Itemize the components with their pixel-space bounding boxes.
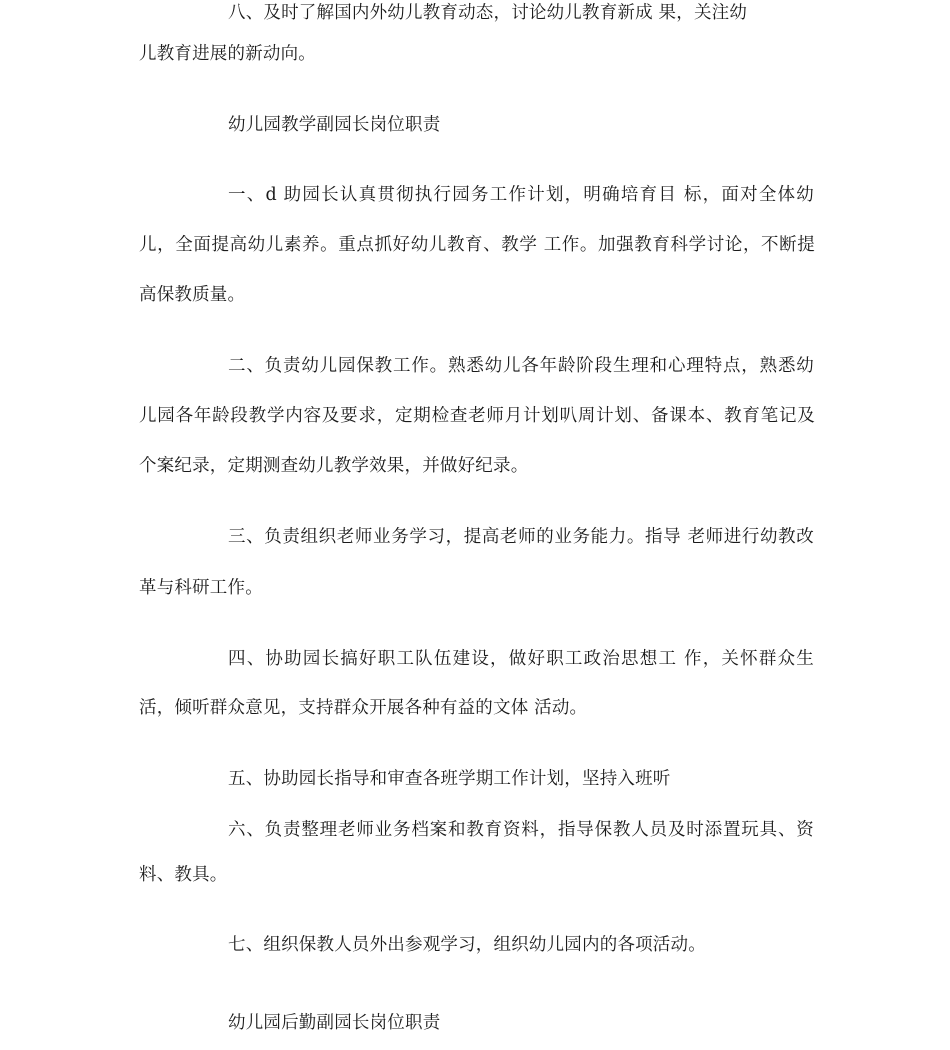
paragraph-2-line-2: 儿园各年龄段教学内容及要求，定期检查老师月计划叭周计划、备课本、教育笔记及 [139,406,815,426]
paragraph-3-line-1: 三、负责组织老师业务学习，提高老师的业务能力。指导 老师进行幼教改 [228,527,814,547]
section-heading-logistics-vice-principal: 幼儿园后勤副园长岗位职责 [228,1013,441,1033]
paragraph-7-line-1: 七、组织保教人员外出参观学习，组织幼儿园内的各项活动。 [228,935,706,955]
paragraph-1-line-1: 一、d 助园长认真贯彻执行园务工作计划，明确培育目 标，面对全体幼 [228,185,814,205]
paragraph-8-line-2: 儿教育进展的新动向。 [139,44,316,64]
paragraph-1-line-3: 高保教质量。 [139,285,246,305]
paragraph-5-line-1: 五、协助园长指导和审查各班学期工作计划，坚持入班听 [228,769,671,789]
paragraph-2-line-3: 个案纪录，定期测查幼儿教学效果，并做好纪录。 [139,456,529,476]
paragraph-4-line-2: 活，倾听群众意见，支持群众开展各种有益的文体 活动。 [139,698,588,718]
section-heading-teaching-vice-principal: 幼儿园教学副园长岗位职责 [228,115,441,135]
paragraph-3-line-2: 革与科研工作。 [139,578,263,598]
paragraph-6-line-1: 六、负责整理老师业务档案和教育资料，指导保教人员及时添置玩具、资 [228,820,814,840]
paragraph-4-line-1: 四、协助园长搞好职工队伍建设，做好职工政治思想工 作，关怀群众生 [228,649,814,669]
paragraph-8-line-1: 八、及时了解国内外幼儿教育动态，讨论幼儿教育新成 果，关注幼 [228,3,748,23]
paragraph-6-line-2: 料、教具。 [139,865,228,885]
paragraph-1-line-2: 儿，全面提高幼儿素养。重点抓好幼儿教育、教学 工作。加强教育科学讨论，不断提 [139,235,815,255]
paragraph-2-line-1: 二、负责幼儿园保教工作。熟悉幼儿各年龄阶段生理和心理特点，熟悉幼 [228,356,814,376]
